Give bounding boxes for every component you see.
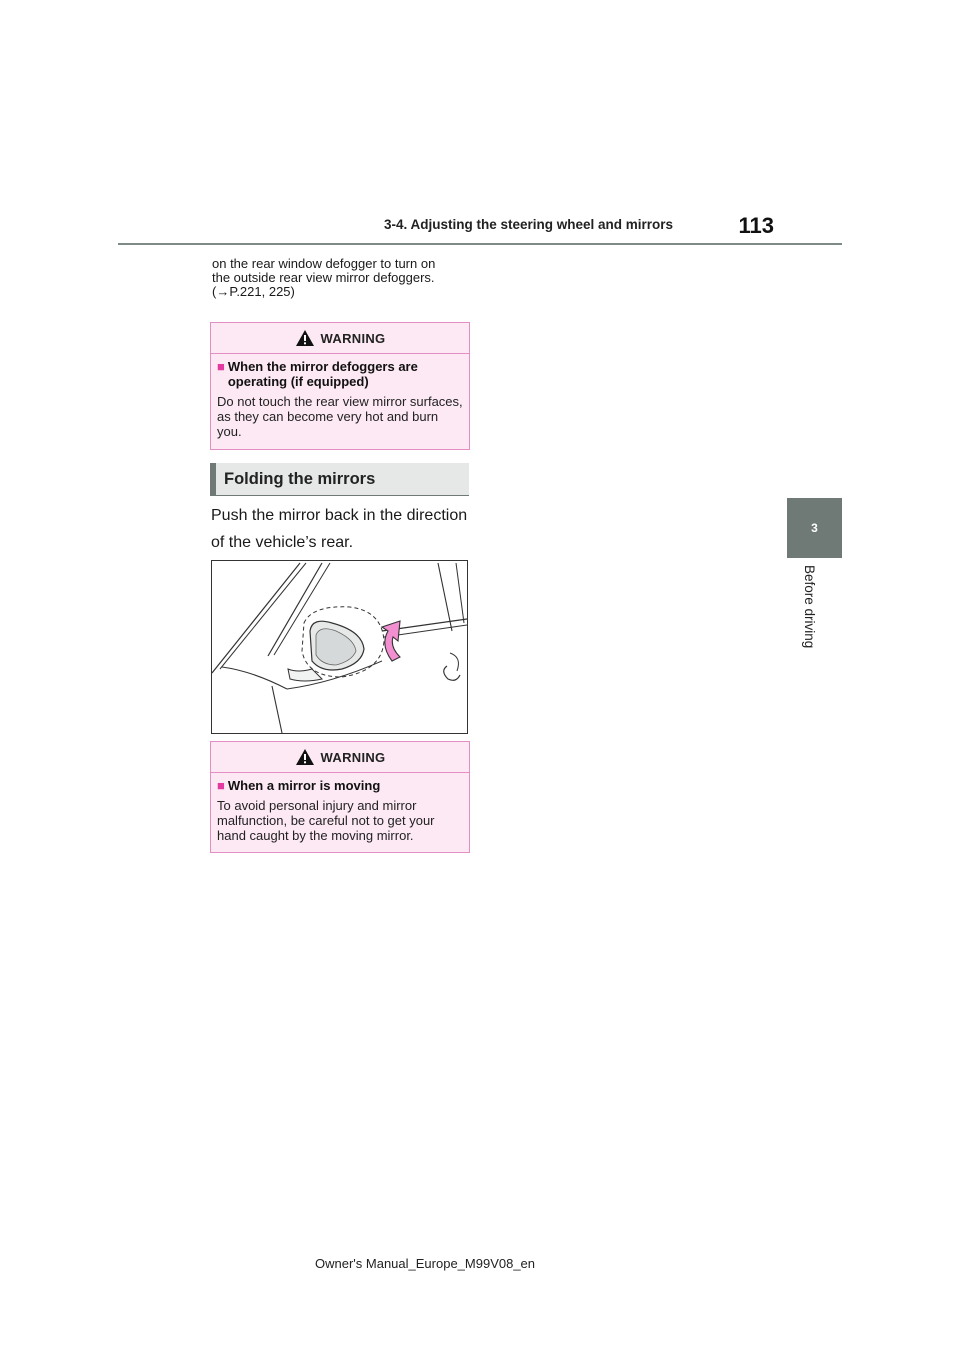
warning-triangle-icon <box>295 748 315 766</box>
section-heading-text: Folding the mirrors <box>224 469 376 488</box>
warning-box-moving-mirror <box>210 741 470 853</box>
warning-subheading: ■ When a mirror is moving <box>217 778 381 793</box>
folding-mirror-diagram <box>212 561 467 733</box>
intro-line-2: the outside rear view mirror defoggers. <box>212 270 435 285</box>
warning-body <box>211 354 469 449</box>
warning-body <box>211 773 469 852</box>
square-bullet-icon: ■ <box>217 359 225 374</box>
warning-text: Do not touch the rear view mirror surfaces, as they can become very hot and burn you. <box>217 394 463 439</box>
warning-label: WARNING <box>320 330 386 346</box>
warning-label: WARNING <box>320 749 386 765</box>
footer-text: Owner's Manual_Europe_M99V08_en <box>315 1256 536 1271</box>
warning-text: To avoid personal injury and mirror malfunction, be careful not to get your hand caught by the moving mirror. <box>217 798 435 843</box>
instruction-text: Push the mirror back in the direction of the vehicle’s rear. <box>211 507 468 551</box>
section-heading <box>210 463 469 496</box>
chapter-number: 3 <box>811 521 818 535</box>
intro-line-1: on the rear window defogger to turn on <box>212 256 436 271</box>
chapter-label: Before driving <box>802 565 817 649</box>
page-number: 113 <box>738 213 774 238</box>
rotation-arrow-icon <box>382 621 400 661</box>
mirror-illustration <box>211 560 468 734</box>
square-bullet-icon: ■ <box>217 778 225 793</box>
intro-line-3: (→P.221, 225) <box>212 284 295 299</box>
warning-header <box>211 742 469 773</box>
section-title: 3-4. Adjusting the steering wheel and mirrors <box>384 217 674 232</box>
warning-triangle-icon <box>295 329 315 347</box>
warning-box-defoggers <box>210 322 470 450</box>
chapter-tab[interactable] <box>787 498 842 558</box>
intro-paragraph <box>212 257 472 299</box>
warning-header <box>211 323 469 354</box>
header-divider <box>118 243 842 245</box>
warning-subheading: ■ When the mirror defoggers are operating (if equipped) <box>217 359 418 389</box>
